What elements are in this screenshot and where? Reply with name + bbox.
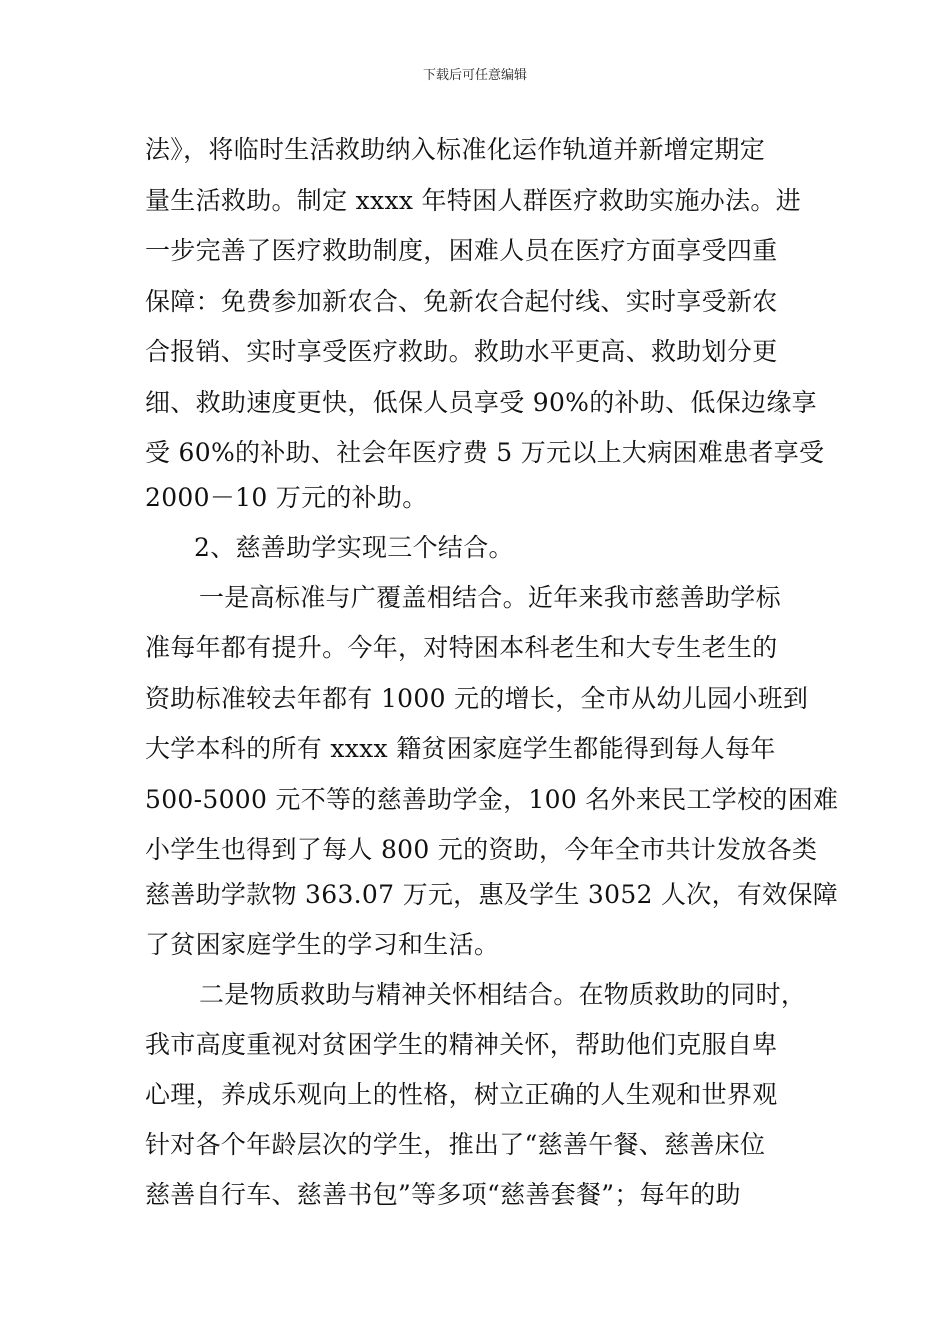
body-line: 大学本科的所有 xxxx 籍贫困家庭学生都能得到每人每年 — [145, 734, 776, 763]
body-line: 小学生也得到了每人 800 元的资助，今年全市共计发放各类 — [145, 835, 818, 864]
body-line: 细、救助速度更快，低保人员享受 90%的补助、低保边缘享 — [145, 388, 817, 417]
section-heading: 2、慈善助学实现三个结合。 — [194, 533, 514, 562]
body-line: 量生活救助。制定 xxxx 年特困人群医疗救助实施办法。进 — [145, 186, 801, 215]
body-line: 准每年都有提升。今年，对特困本科老生和大专生老生的 — [145, 633, 778, 662]
body-line: 一步完善了医疗救助制度，困难人员在医疗方面享受四重 — [145, 236, 778, 265]
body-line: 资助标准较去年都有 1000 元的增长，全市从幼儿园小班到 — [145, 684, 809, 713]
paragraph-start: 一是高标准与广覆盖相结合。近年来我市慈善助学标 — [199, 583, 781, 612]
body-line: 慈善自行车、慈善书包”等多项“慈善套餐”；每年的助 — [145, 1180, 741, 1209]
paragraph-start: 二是物质救助与精神关怀相结合。在物质救助的同时， — [199, 980, 807, 1009]
body-line: 我市高度重视对贫困学生的精神关怀，帮助他们克服自卑 — [145, 1030, 778, 1059]
body-line: 心理，养成乐观向上的性格，树立正确的人生观和世界观 — [145, 1080, 778, 1109]
body-line: 慈善助学款物 363.07 万元，惠及学生 3052 人次，有效保障 — [145, 880, 839, 909]
body-line: 2000－10 万元的补助。 — [145, 483, 428, 512]
body-line: 针对各个年龄层次的学生，推出了“慈善午餐、慈善床位 — [145, 1130, 766, 1159]
body-line: 受 60%的补助、社会年医疗费 5 万元以上大病困难患者享受 — [145, 438, 825, 467]
body-line: 合报销、实时享受医疗救助。救助水平更高、救助划分更 — [145, 337, 778, 366]
body-line: 法》，将临时生活救助纳入标准化运作轨道并新增定期定 — [145, 135, 766, 164]
page-header: 下载后可任意编辑 — [422, 68, 527, 83]
body-line: 了贫困家庭学生的学习和生活。 — [145, 930, 500, 959]
body-line: 保障：免费参加新农合、免新农合起付线、实时享受新农 — [145, 287, 778, 316]
body-line: 500-5000 元不等的慈善助学金，100 名外来民工学校的困难 — [145, 785, 839, 814]
